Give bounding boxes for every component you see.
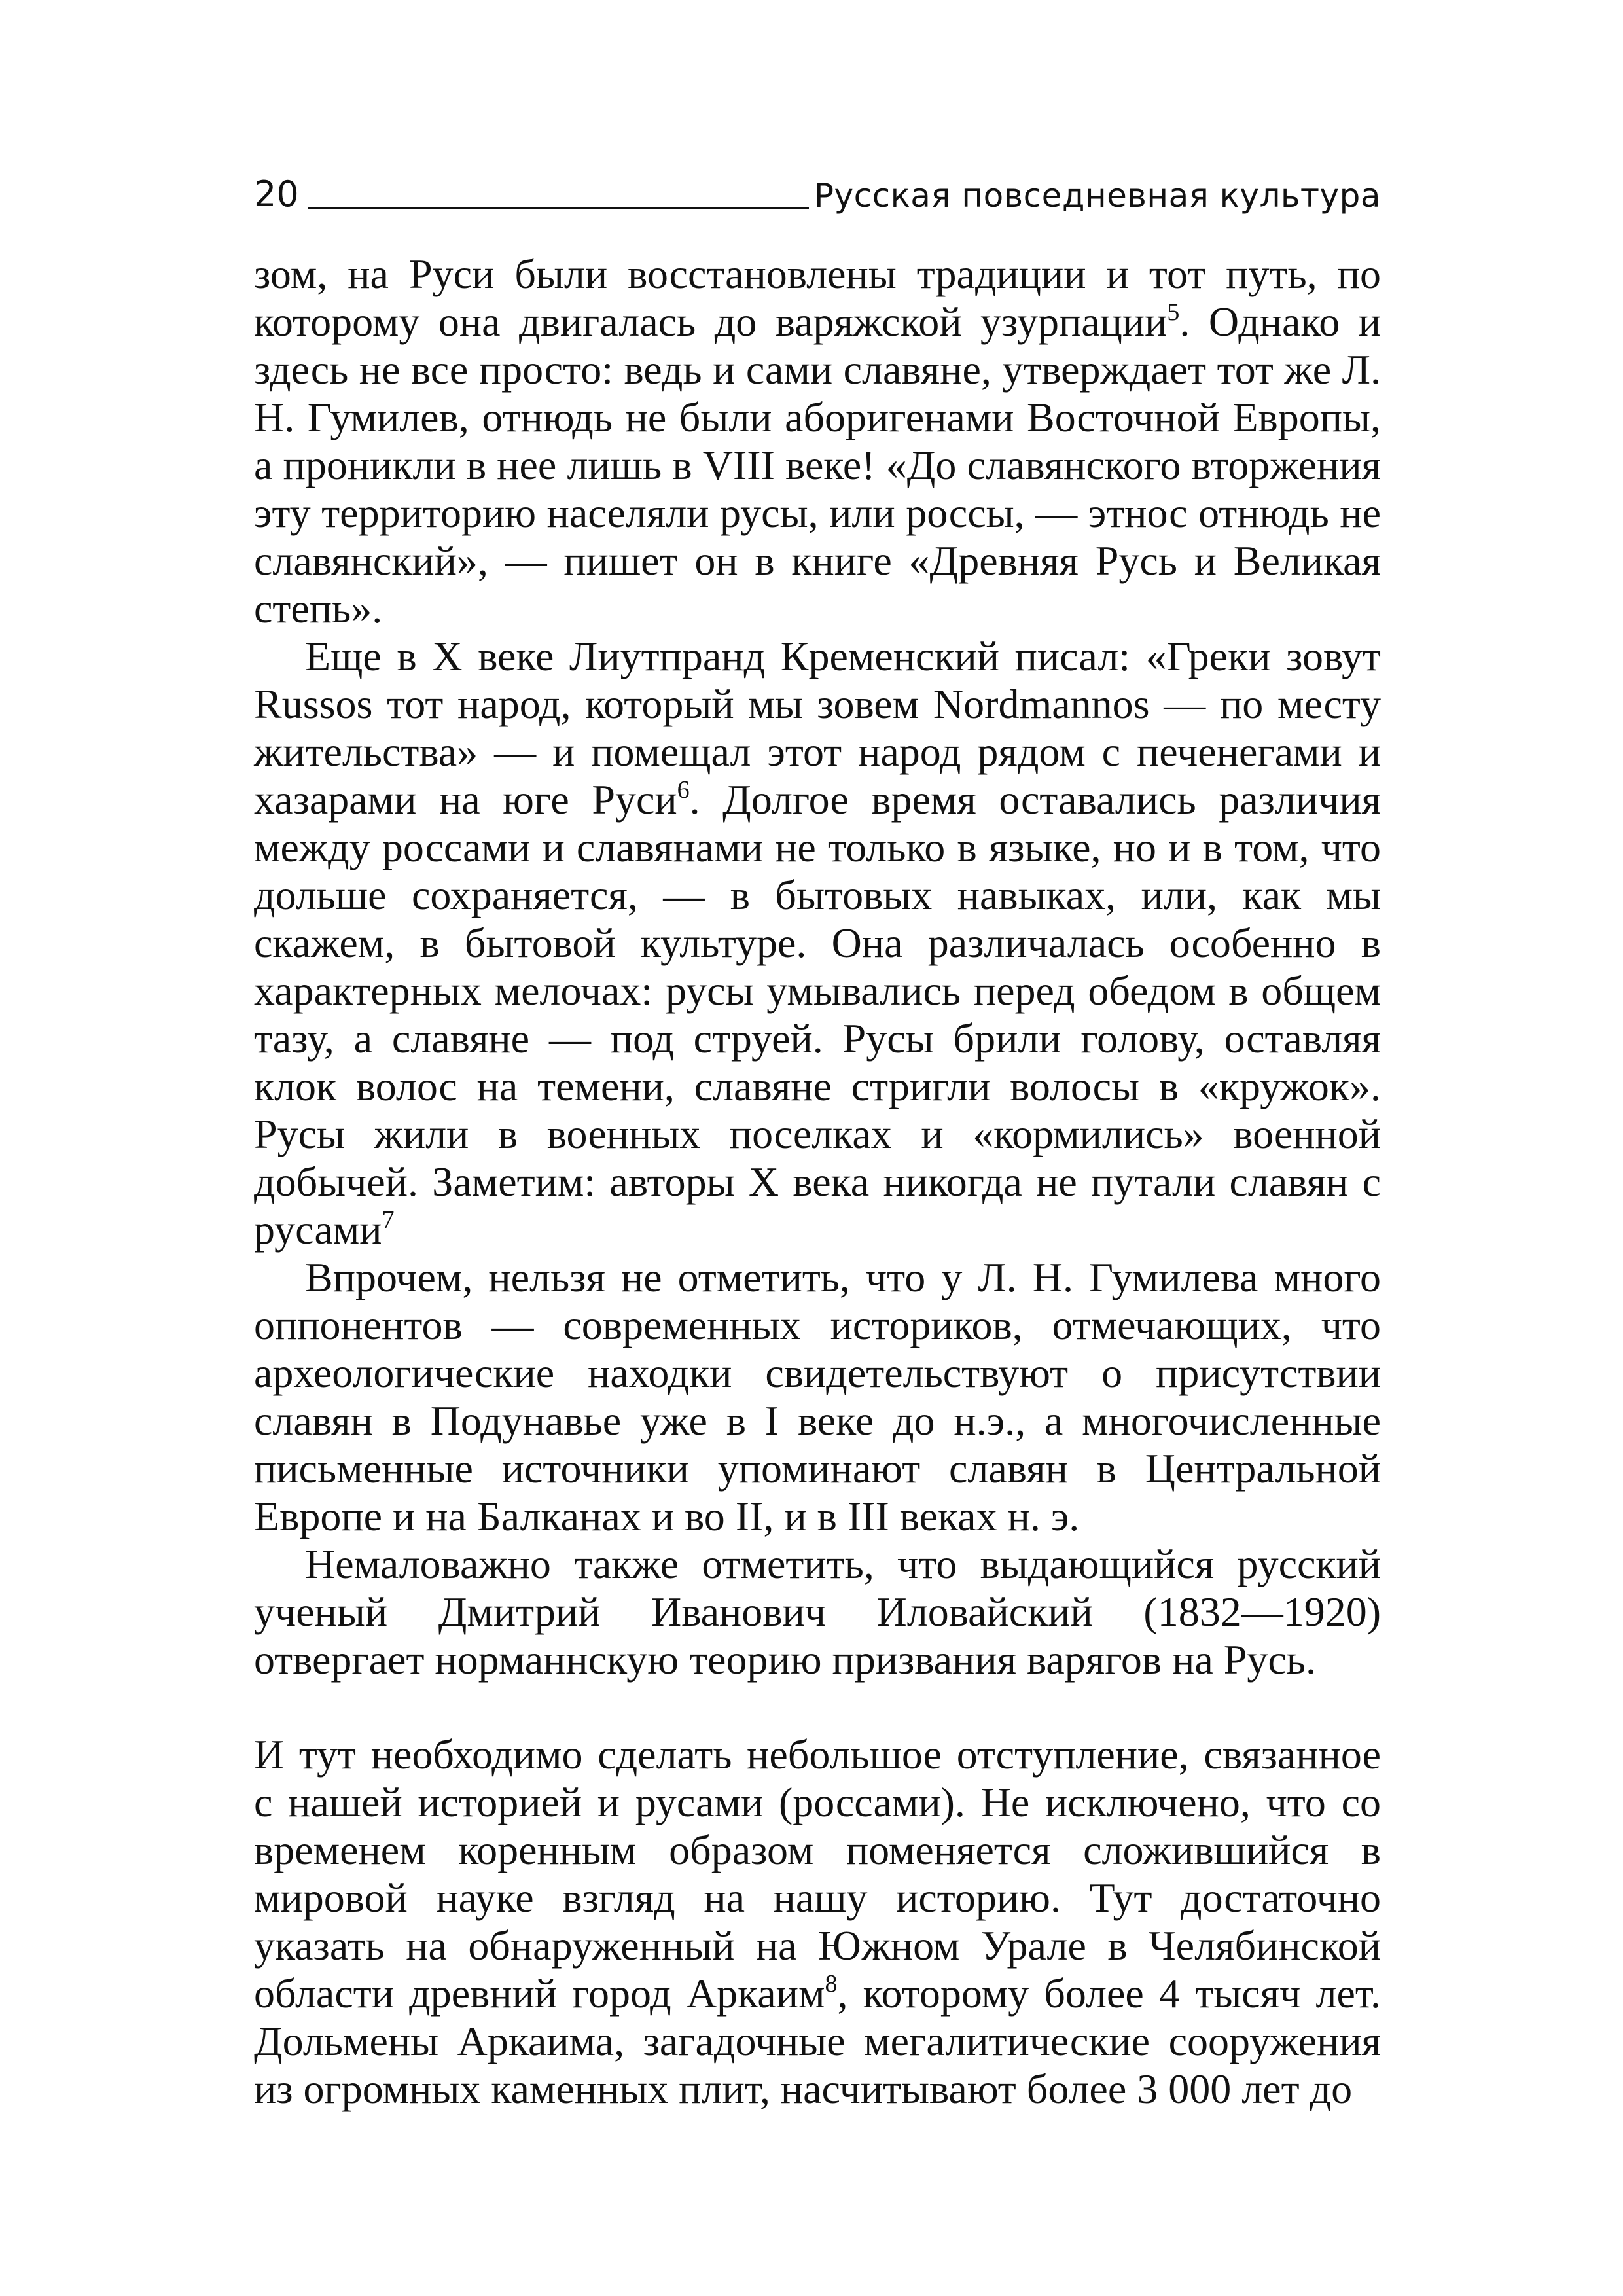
running-head xyxy=(254,157,1381,215)
page-number: 20 xyxy=(254,173,299,215)
paragraph-2 xyxy=(254,632,1381,1253)
body-text xyxy=(254,250,1381,2113)
footnote-marker: 6 xyxy=(677,776,690,804)
paragraph-3 xyxy=(254,1253,1381,1540)
footnote-marker: 7 xyxy=(382,1206,395,1234)
paragraph-1 xyxy=(254,250,1381,632)
paragraph-text: И тут необходимо сделать небольшое отступление, связанное с нашей историей и русами (россами). Не исключено, что со временем коренным образом поменяется сложившийся в мировой науке взгляд на нашу историю. Тут достаточно указать на обнаруженный на Южном Урале в Челябинской области древний город Аркаим xyxy=(254,1731,1381,2017)
paragraph-text: . Однако и здесь не все просто: ведь и сами славяне, утверждает тот же Л. Н. Гумилев, отнюдь не были аборигенами Восточной Европы, а проникли в нее лишь в VIII веке! «До славянского вторжения эту территорию населяли русы, или россы, — этнос отнюдь не славянский», — пишет он в книге «Древняя Русь и Великая степь». xyxy=(254,298,1382,632)
header-rule xyxy=(308,207,809,209)
paragraph-5 xyxy=(254,1731,1381,2113)
paragraph-text: Впрочем, нельзя не отметить, что у Л. Н. Гумилева много оппонентов — современных историков, отмечающих, что археологические находки свидетельствуют о присутствии славян в Подунавье уже в I веке до н.э., а многочисленные письменные источники упоминают славян в Центральной Европе и на Балканах и во II, и в III веках н. э. xyxy=(254,1254,1381,1539)
paragraph-4 xyxy=(254,1540,1381,1683)
paragraph-text: Немаловажно также отметить, что выдающийся русский ученый Дмитрий Иванович Иловайский (1832—1920) отвергает норманнскую теорию призвания варягов на Русь. xyxy=(254,1541,1381,1683)
footnote-marker: 5 xyxy=(1167,298,1180,326)
footnote-marker: 8 xyxy=(825,1970,838,1998)
paragraph-text: , которому более 4 тысяч лет. Дольмены Аркаима, загадочные мегалитические сооружения из огромных каменных плит, насчитывают более 3 000 лет до xyxy=(254,1970,1381,2112)
paragraph-text: зом, на Руси были восстановлены традиции и тот путь, по которому она двигалась до варяжской узурпации xyxy=(254,251,1381,345)
paragraph-text: Еще в X веке Лиутпранд Кременский писал: «Греки зовут Russos тот народ, который мы зовем Nordmannos — по месту жительства» — и помещал этот народ рядом с печенегами и хазарами на юге Руси xyxy=(254,633,1381,823)
book-page xyxy=(254,157,1381,2113)
book-title: Русская повседневная культура xyxy=(813,177,1381,215)
paragraph-text: . Долгое время оставались различия между россами и славянами не только в языке, но и в том, что дольше сохраняется, — в бытовых навыках, или, как мы скажем, в бытовой культуре. Она различалась особенно в характерных мелочах: русы умывались перед обедом в общем тазу, а славяне — под струей. Русы брили голову, оставляя клок волос на темени, славяне стригли волосы в «кружок». Русы жили в военных поселках и «кормились» военной добычей. Заметим: авторы X века никогда не путали славян с русами xyxy=(254,776,1382,1253)
